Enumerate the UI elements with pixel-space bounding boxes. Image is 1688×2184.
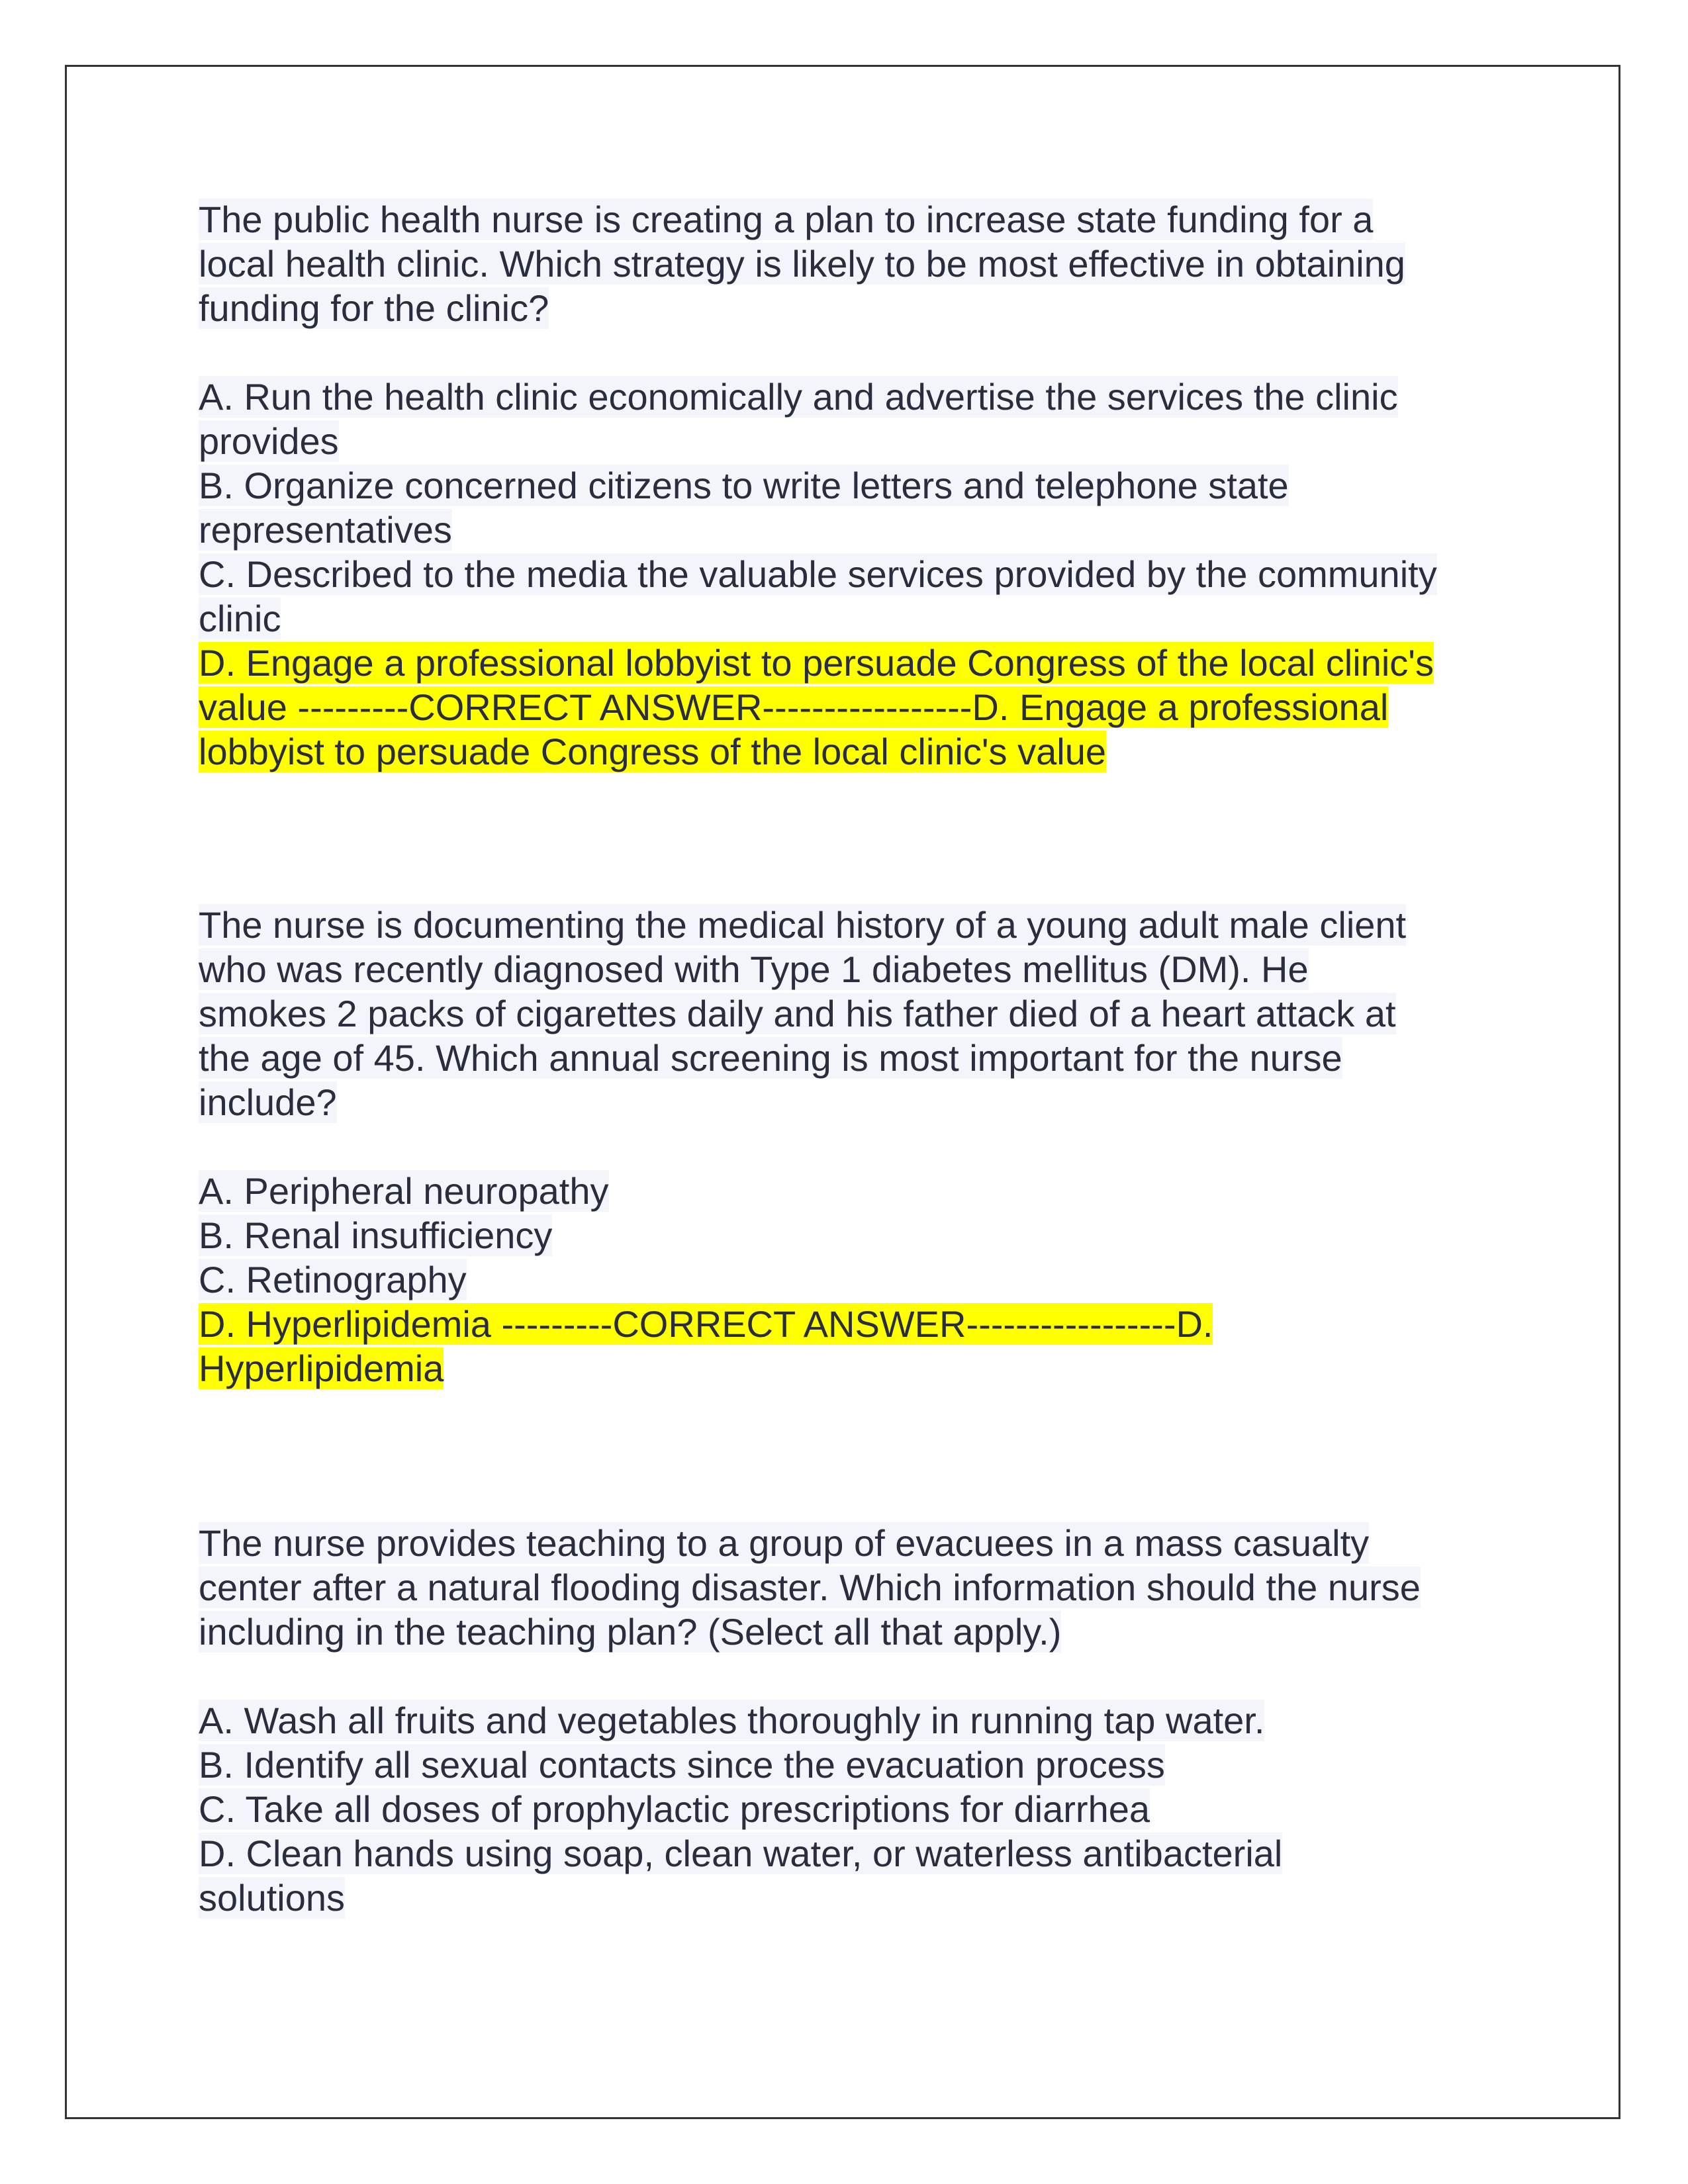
answer-option: clinic — [199, 598, 281, 639]
answer-option: D. Clean hands using soap, clean water, or waterless antibacterial — [199, 1833, 1283, 1874]
question-2 — [199, 903, 1523, 1124]
question-stem-line: who was recently diagnosed with Type 1 diabetes mellitus (DM). He — [199, 948, 1309, 990]
correct-answer: Hyperlipidemia — [199, 1347, 444, 1389]
answer-option: B. Organize concerned citizens to write letters and telephone state — [199, 465, 1289, 506]
correct-answer: D. Hyperlipidemia ---------CORRECT ANSWER-----------------D. — [199, 1303, 1213, 1345]
answer-option: representatives — [199, 509, 452, 551]
question-stem-line: smokes 2 packs of cigarettes daily and his father died of a heart attack at — [199, 993, 1396, 1034]
question-stem-line: funding for the clinic? — [199, 287, 549, 329]
question-stem-line: local health clinic. Which strategy is likely to be most effective in obtaining — [199, 243, 1405, 285]
answer-option: provides — [199, 420, 339, 462]
question-1-options — [199, 375, 1523, 774]
question-1 — [199, 197, 1523, 330]
question-2-options — [199, 1169, 1523, 1390]
answer-option: C. Described to the media the valuable services provided by the community — [199, 553, 1437, 595]
answer-option: A. Peripheral neuropathy — [199, 1170, 609, 1212]
correct-answer: D. Engage a professional lobbyist to persuade Congress of the local clinic's — [199, 642, 1434, 684]
answer-option: C. Retinography — [199, 1259, 467, 1300]
question-stem-line: The public health nurse is creating a plan to increase state funding for a — [199, 199, 1374, 240]
question-3-options — [199, 1698, 1523, 1920]
answer-option: C. Take all doses of prophylactic prescriptions for diarrhea — [199, 1788, 1150, 1830]
question-stem-line: The nurse provides teaching to a group of evacuees in a mass casualty — [199, 1522, 1370, 1564]
answer-option: B. Renal insufficiency — [199, 1214, 553, 1256]
question-stem-line: The nurse is documenting the medical history of a young adult male client — [199, 904, 1407, 946]
question-stem-line: center after a natural flooding disaster. Which information should the nurse — [199, 1567, 1421, 1608]
correct-answer: value ---------CORRECT ANSWER-----------------D. Engage a professional — [199, 686, 1389, 728]
question-stem-line: the age of 45. Which annual screening is most important for the nurse — [199, 1037, 1342, 1079]
answer-option: solutions — [199, 1877, 346, 1919]
question-3 — [199, 1521, 1523, 1654]
correct-answer: lobbyist to persuade Congress of the local clinic's value — [199, 731, 1106, 772]
question-stem-line: include? — [199, 1081, 337, 1123]
answer-option: B. Identify all sexual contacts since the evacuation process — [199, 1744, 1165, 1786]
question-stem-line: including in the teaching plan? (Select all that apply.) — [199, 1611, 1062, 1653]
answer-option: A. Run the health clinic economically and advertise the services the clinic — [199, 376, 1398, 418]
answer-option: A. Wash all fruits and vegetables thoroughly in running tap water. — [199, 1700, 1265, 1741]
